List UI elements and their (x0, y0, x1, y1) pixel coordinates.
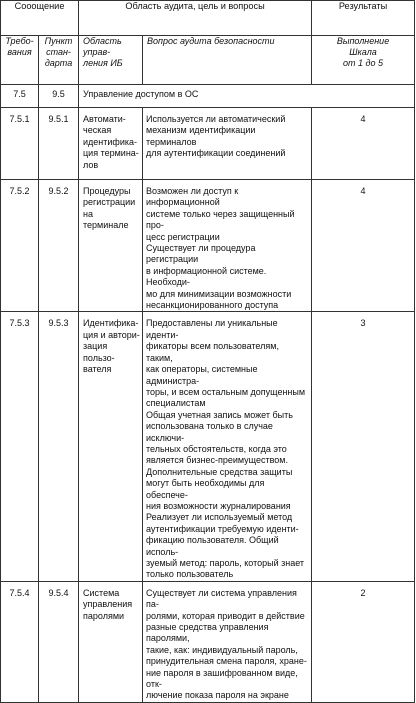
header-results: Результаты (312, 1, 415, 36)
row-area: Процедуры регистрации на терминале (79, 180, 143, 312)
table-row (1, 312, 415, 581)
row-area: Система управления паролями (79, 581, 143, 702)
row-score: 4 (312, 108, 415, 180)
row-area: Идентифика- ция и автори- зация пользо- вателя (79, 312, 143, 581)
row-question: Используется ли автоматический механизм идентификации терминалов для аутентификации соединений (143, 108, 312, 180)
table-row (1, 581, 415, 702)
table-subheader-row (1, 36, 415, 85)
subheader-execution: Выполнение Шкала от 1 до 5 (312, 36, 415, 85)
row-score: 4 (312, 180, 415, 312)
row-clause: 9.5.2 (39, 180, 79, 312)
subheader-question: Вопрос аудита безопасности (143, 36, 312, 85)
row-area: Автомати- ческая идентифика- ция термина- лов (79, 108, 143, 180)
subheader-clause: Пункт стан- дарта (39, 36, 79, 85)
row-score: 3 (312, 312, 415, 581)
row-clause: 9.5.1 (39, 108, 79, 180)
section-row (1, 85, 415, 108)
row-requirement: 7.5.1 (1, 108, 39, 180)
row-question: Существует ли система управления па- ролями, которая приводит в действие разные средства управления паролями, такие, как: индивидуальный пароль, принудительная смена пароля, хране- ние пароля в зашифрованном виде, отк- лючение показа пароля на экране (143, 581, 312, 702)
section-title: Управление доступом в ОС (79, 85, 415, 108)
row-question: Возможен ли доступ к информационной системе только через защищенный про- цесс регистрации Существует ли процедура регистрации в информационной системе. Необходи- мо для минимизации возможности несанкционированного доступа (143, 180, 312, 312)
section-clause: 9.5 (39, 85, 79, 108)
header-audit-area: Область аудита, цель и вопросы (79, 1, 312, 36)
row-clause: 9.5.4 (39, 581, 79, 702)
subheader-requirement: Требо- вания (1, 36, 39, 85)
section-requirement: 7.5 (1, 85, 39, 108)
subheader-area: Область управ- ления ИБ (79, 36, 143, 85)
row-score: 2 (312, 581, 415, 702)
row-requirement: 7.5.4 (1, 581, 39, 702)
header-message: Сооощение (1, 1, 79, 36)
row-requirement: 7.5.2 (1, 180, 39, 312)
row-question: Предоставлены ли уникальные иденти- фикаторы всем пользователям, таким, как операторы, системные администра- торы, и всем остальным допущенным специалистам Общая учетная запись может быть использована только в случае исключи- тельных обстоятельств, когда это является бизнес-преимуществом. Дополнительные средства защиты могут быть необходимы для обеспече- ния возможности журналирования Реализует ли используемый метод аутентификации требуемую иденти- фикацию пользователя. Общий исполь- зуемый метод: пароль, который знает только пользователь (143, 312, 312, 581)
table-header-row (1, 1, 415, 36)
row-requirement: 7.5.3 (1, 312, 39, 581)
table-row (1, 180, 415, 312)
row-clause: 9.5.3 (39, 312, 79, 581)
table-row (1, 108, 415, 180)
